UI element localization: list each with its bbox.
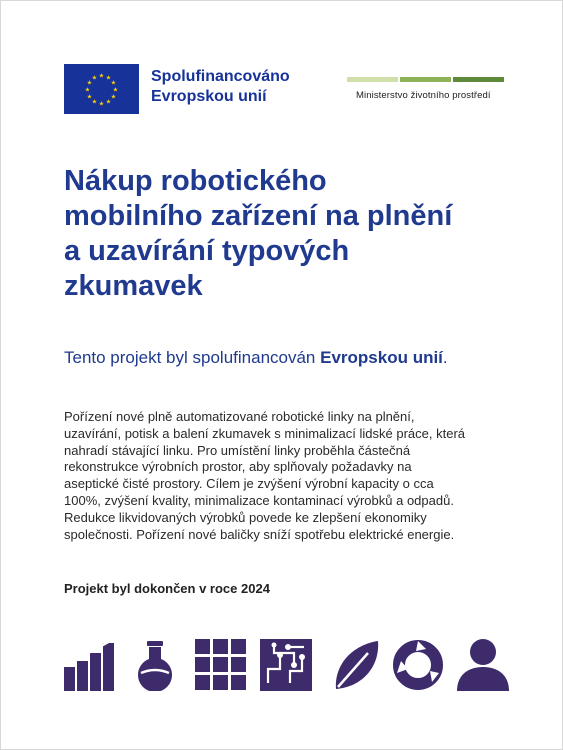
ministry-bar-dark bbox=[453, 77, 504, 82]
icon-row bbox=[64, 639, 507, 691]
title-line: Nákup robotického bbox=[64, 165, 327, 197]
eu-cofinanced-label bbox=[151, 67, 290, 107]
svg-text:★: ★ bbox=[110, 93, 117, 101]
cofinanced-suffix: . bbox=[442, 348, 448, 367]
ministry-logo-bars bbox=[347, 77, 504, 82]
description-line: uzavírání, potisk a balení zkumavek s minimalizací lidské práce, která bbox=[64, 425, 466, 441]
ministry-bar-mid bbox=[400, 77, 451, 82]
svg-text:★: ★ bbox=[86, 93, 93, 101]
description-line: společnosti. Pořízení nové baličky sníží spotřebu elektrické energie. bbox=[64, 526, 455, 542]
svg-text:★: ★ bbox=[98, 72, 105, 80]
flask-icon bbox=[129, 639, 181, 691]
svg-text:★: ★ bbox=[112, 86, 119, 94]
cofinanced-statement bbox=[64, 347, 524, 369]
title-line: a uzavírání typových bbox=[64, 235, 350, 267]
description-line: 100%, zvýšení kvality, minimalizace kontaminací výrobků a odpadů. bbox=[64, 492, 454, 508]
title-line: mobilního zařízení na plnění bbox=[64, 200, 453, 232]
eu-label-line2: Evropskou unií bbox=[151, 88, 267, 105]
eu-label-line1: Spolufinancováno bbox=[151, 68, 290, 85]
description-line: Redukce likvidovaných výrobků povede ke zlepšení ekonomiky bbox=[64, 509, 427, 525]
eu-flag-icon bbox=[64, 64, 139, 114]
description-line: rekonstrukce výrobních prostor, aby splňovaly požadavky na bbox=[64, 459, 412, 475]
svg-text:★: ★ bbox=[98, 100, 105, 108]
svg-text:★: ★ bbox=[110, 79, 117, 87]
svg-text:★: ★ bbox=[91, 98, 98, 106]
grid-icon bbox=[195, 639, 247, 691]
circuit-icon bbox=[260, 639, 312, 691]
svg-text:★: ★ bbox=[84, 86, 91, 94]
svg-text:★: ★ bbox=[105, 98, 112, 106]
description-line: Pořízení nové plně automatizované robotické linky na plnění, bbox=[64, 409, 415, 424]
svg-text:★: ★ bbox=[91, 74, 98, 82]
description-line: aseptické čisté prostory. Cílem je zvýšení výrobní kapacity o cca bbox=[64, 476, 434, 492]
svg-text:★: ★ bbox=[105, 74, 112, 82]
person-icon bbox=[457, 639, 509, 691]
project-title bbox=[64, 164, 514, 304]
cycle-icon bbox=[392, 639, 444, 691]
project-description bbox=[64, 409, 519, 543]
ministry-bar-light bbox=[347, 77, 398, 82]
leaf-icon bbox=[330, 639, 382, 691]
completion-note: Projekt byl dokončen v roce 2024 bbox=[64, 581, 270, 596]
svg-text:★: ★ bbox=[86, 79, 93, 87]
cofinanced-eu: Evropskou unií bbox=[320, 348, 443, 367]
cofinanced-prefix: Tento projekt byl spolufinancován bbox=[64, 348, 321, 367]
bar-chart-icon bbox=[64, 639, 116, 691]
ministry-name: Ministerstvo životního prostředí bbox=[356, 90, 491, 101]
title-line: zkumavek bbox=[64, 270, 203, 302]
description-line: nahradí stávající linku. Pro umístění linky proběhla částečná bbox=[64, 442, 411, 458]
